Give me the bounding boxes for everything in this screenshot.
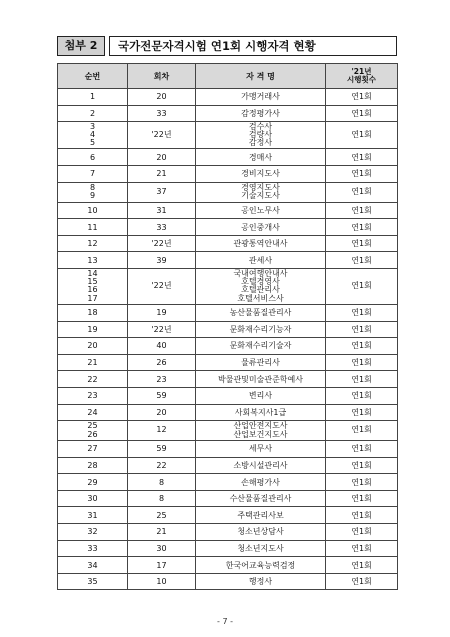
table-row — [58, 441, 398, 458]
row-round: 21 — [128, 166, 196, 183]
table-row — [58, 89, 398, 106]
row-certification-name: 산업안전지도사 산업보건지도사 — [196, 421, 326, 441]
row-round: 20 — [128, 149, 196, 166]
row-certification-name: 관광통역안내사 — [196, 235, 326, 252]
row-round: 59 — [128, 387, 196, 404]
row-frequency: 연1회 — [326, 252, 398, 269]
row-round: 59 — [128, 441, 196, 458]
table-row — [58, 202, 398, 219]
column-header-name: 자 격 명 — [196, 64, 326, 89]
row-frequency: 연1회 — [326, 490, 398, 507]
row-number: 1 — [58, 89, 128, 106]
row-certification-name: 행정사 — [196, 573, 326, 590]
row-number: 10 — [58, 202, 128, 219]
table-row — [58, 474, 398, 491]
row-number: 12 — [58, 235, 128, 252]
row-certification-name: 관세사 — [196, 252, 326, 269]
row-certification-name: 변리사 — [196, 387, 326, 404]
row-number: 23 — [58, 387, 128, 404]
row-certification-name: 공인노무사 — [196, 202, 326, 219]
column-header-frequency: '21년 시행횟수 — [326, 64, 398, 89]
row-certification-name: 경비지도사 — [196, 166, 326, 183]
certification-table — [57, 63, 398, 590]
row-certification-name: 가맹거래사 — [196, 89, 326, 106]
row-number: 21 — [58, 354, 128, 371]
row-certification-name: 경영지도사 기술지도사 — [196, 182, 326, 202]
row-certification-name: 소방시설관리사 — [196, 457, 326, 474]
table-row — [58, 404, 398, 421]
row-number: 33 — [58, 540, 128, 557]
row-round: 39 — [128, 252, 196, 269]
table-row — [58, 269, 398, 305]
row-frequency: 연1회 — [326, 557, 398, 574]
row-frequency: 연1회 — [326, 354, 398, 371]
row-certification-name: 수산물품질관리사 — [196, 490, 326, 507]
row-frequency: 연1회 — [326, 269, 398, 305]
row-frequency: 연1회 — [326, 89, 398, 106]
row-certification-name: 공인중개사 — [196, 219, 326, 236]
table-row — [58, 354, 398, 371]
row-frequency: 연1회 — [326, 219, 398, 236]
row-certification-name: 경매사 — [196, 149, 326, 166]
row-round: 20 — [128, 89, 196, 106]
row-number: 25 26 — [58, 421, 128, 441]
table-row — [58, 338, 398, 355]
table-row — [58, 182, 398, 202]
row-certification-name: 물류관리사 — [196, 354, 326, 371]
row-certification-name: 박물관및미술관준학예사 — [196, 371, 326, 388]
page-number: - 7 - — [217, 617, 233, 626]
row-round: 20 — [128, 404, 196, 421]
table-row — [58, 507, 398, 524]
row-certification-name: 청소년지도사 — [196, 540, 326, 557]
row-round: 19 — [128, 304, 196, 321]
row-frequency: 연1회 — [326, 540, 398, 557]
row-frequency: 연1회 — [326, 166, 398, 183]
row-number: 24 — [58, 404, 128, 421]
row-frequency: 연1회 — [326, 122, 398, 149]
row-number: 19 — [58, 321, 128, 338]
row-number: 8 9 — [58, 182, 128, 202]
row-frequency: 연1회 — [326, 235, 398, 252]
row-number: 7 — [58, 166, 128, 183]
row-number: 29 — [58, 474, 128, 491]
row-round: 17 — [128, 557, 196, 574]
attachment-badge: 첨부 2 — [57, 36, 105, 56]
row-round: 33 — [128, 219, 196, 236]
row-number: 2 — [58, 105, 128, 122]
row-number: 27 — [58, 441, 128, 458]
row-certification-name: 손해평가사 — [196, 474, 326, 491]
row-round: 40 — [128, 338, 196, 355]
row-round: 8 — [128, 490, 196, 507]
table-row — [58, 321, 398, 338]
row-number: 31 — [58, 507, 128, 524]
row-certification-name: 한국어교육능력검정 — [196, 557, 326, 574]
row-round: 22 — [128, 457, 196, 474]
table-row — [58, 149, 398, 166]
row-certification-name: 주택관리사보 — [196, 507, 326, 524]
table-row — [58, 573, 398, 590]
row-frequency: 연1회 — [326, 304, 398, 321]
row-number: 6 — [58, 149, 128, 166]
row-certification-name: 문화재수리기술자 — [196, 338, 326, 355]
table-row — [58, 557, 398, 574]
row-number: 18 — [58, 304, 128, 321]
row-frequency: 연1회 — [326, 182, 398, 202]
row-frequency: 연1회 — [326, 441, 398, 458]
column-header-round: 회차 — [128, 64, 196, 89]
row-round: 8 — [128, 474, 196, 491]
table-row — [58, 166, 398, 183]
row-number: 14 15 16 17 — [58, 269, 128, 305]
row-certification-name: 청소년상담사 — [196, 524, 326, 541]
row-round: 10 — [128, 573, 196, 590]
document-header — [57, 36, 397, 56]
document-title: 국가전문자격시험 연1회 시행자격 현황 — [109, 36, 397, 56]
row-round: 23 — [128, 371, 196, 388]
row-frequency: 연1회 — [326, 421, 398, 441]
row-frequency: 연1회 — [326, 105, 398, 122]
table-row — [58, 219, 398, 236]
row-certification-name: 국내여행안내사 호텔경영사 호텔관리사 호텔서비스사 — [196, 269, 326, 305]
row-number: 34 — [58, 557, 128, 574]
table-row — [58, 304, 398, 321]
row-round: '22년 — [128, 122, 196, 149]
row-number: 32 — [58, 524, 128, 541]
row-certification-name: 농산물품질관리사 — [196, 304, 326, 321]
row-certification-name: 감정평가사 — [196, 105, 326, 122]
row-frequency: 연1회 — [326, 149, 398, 166]
row-number: 20 — [58, 338, 128, 355]
row-number: 35 — [58, 573, 128, 590]
row-frequency: 연1회 — [326, 524, 398, 541]
row-frequency: 연1회 — [326, 573, 398, 590]
row-frequency: 연1회 — [326, 404, 398, 421]
row-round: '22년 — [128, 235, 196, 252]
table-row — [58, 105, 398, 122]
row-frequency: 연1회 — [326, 202, 398, 219]
column-header-number: 순번 — [58, 64, 128, 89]
row-round: 37 — [128, 182, 196, 202]
row-frequency: 연1회 — [326, 321, 398, 338]
table-header-row — [58, 64, 398, 89]
table-row — [58, 421, 398, 441]
row-round: 26 — [128, 354, 196, 371]
row-number: 3 4 5 — [58, 122, 128, 149]
row-round: 21 — [128, 524, 196, 541]
table-body — [58, 89, 398, 590]
table-row — [58, 387, 398, 404]
row-certification-name: 검수사 검량사 감정사 — [196, 122, 326, 149]
table-row — [58, 252, 398, 269]
row-frequency: 연1회 — [326, 387, 398, 404]
row-round: '22년 — [128, 321, 196, 338]
row-round: '22년 — [128, 269, 196, 305]
row-round: 31 — [128, 202, 196, 219]
row-frequency: 연1회 — [326, 338, 398, 355]
row-certification-name: 세무사 — [196, 441, 326, 458]
row-round: 12 — [128, 421, 196, 441]
row-frequency: 연1회 — [326, 457, 398, 474]
row-certification-name: 문화재수리기능자 — [196, 321, 326, 338]
row-number: 30 — [58, 490, 128, 507]
table-row — [58, 235, 398, 252]
table-row — [58, 490, 398, 507]
row-number: 28 — [58, 457, 128, 474]
row-round: 25 — [128, 507, 196, 524]
row-frequency: 연1회 — [326, 474, 398, 491]
row-frequency: 연1회 — [326, 371, 398, 388]
table-row — [58, 371, 398, 388]
row-number: 11 — [58, 219, 128, 236]
table-row — [58, 457, 398, 474]
table-row — [58, 540, 398, 557]
row-certification-name: 사회복지사1급 — [196, 404, 326, 421]
row-round: 30 — [128, 540, 196, 557]
row-frequency: 연1회 — [326, 507, 398, 524]
table-row — [58, 524, 398, 541]
row-number: 22 — [58, 371, 128, 388]
row-number: 13 — [58, 252, 128, 269]
table-row — [58, 122, 398, 149]
row-round: 33 — [128, 105, 196, 122]
